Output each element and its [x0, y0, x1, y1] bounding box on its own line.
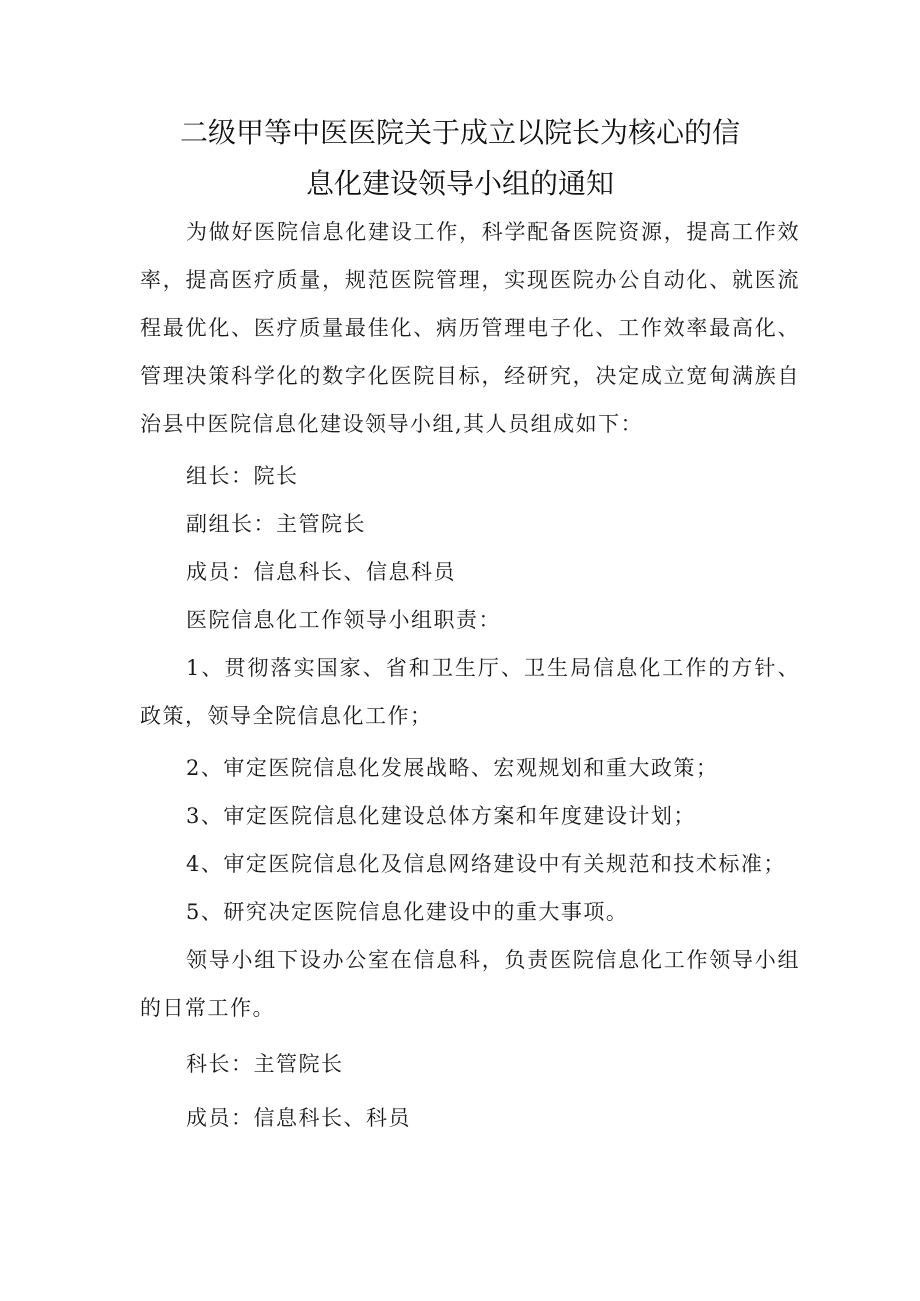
intro-paragraph: 为做好医院信息化建设工作，科学配备医院资源，提高工作效率，提高医疗质量，规范医院管理，实现医院办公自动化、就医流程最优化、医疗质量最佳化、病历管理电子化、工作效率最高化、管理决策科学化的数字化医院目标，经研究，决定成立宽甸满族自治县中医院信息化建设领导小组,其人员组成如下： [140, 220, 800, 436]
member-leader: 组长：院长 [186, 464, 299, 488]
duty-item-2: 2、审定医院信息化发展战略、宏观规划和重大政策； [186, 756, 719, 780]
office-staff: 成员：信息科长、科员 [186, 1106, 411, 1130]
office-chief: 科长：主管院长 [186, 1052, 344, 1076]
document-title-line1: 二级甲等中医医院关于成立以院长为核心的信 [179, 116, 740, 149]
duty-item-1: 1、贯彻落实国家、省和卫生厅、卫生局信息化工作的方针、政策，领导全院信息化工作； [140, 656, 800, 728]
duties-heading: 医院信息化工作领导小组职责： [186, 608, 501, 632]
duty-item-5: 5、研究决定医院信息化建设中的重大事项。 [186, 900, 629, 924]
member-deputy: 副组长：主管院长 [186, 512, 366, 536]
duty-item-3: 3、审定医院信息化建设总体方案和年度建设计划； [186, 804, 696, 828]
office-paragraph: 领导小组下设办公室在信息科，负责医院信息化工作领导小组的日常工作。 [140, 948, 800, 1020]
duty-item-4: 4、审定医院信息化及信息网络建设中有关规范和技术标准； [186, 852, 786, 876]
document-title-line2: 息化建设领导小组的通知 [305, 167, 614, 200]
member-staff: 成员：信息科长、信息科员 [186, 560, 456, 584]
